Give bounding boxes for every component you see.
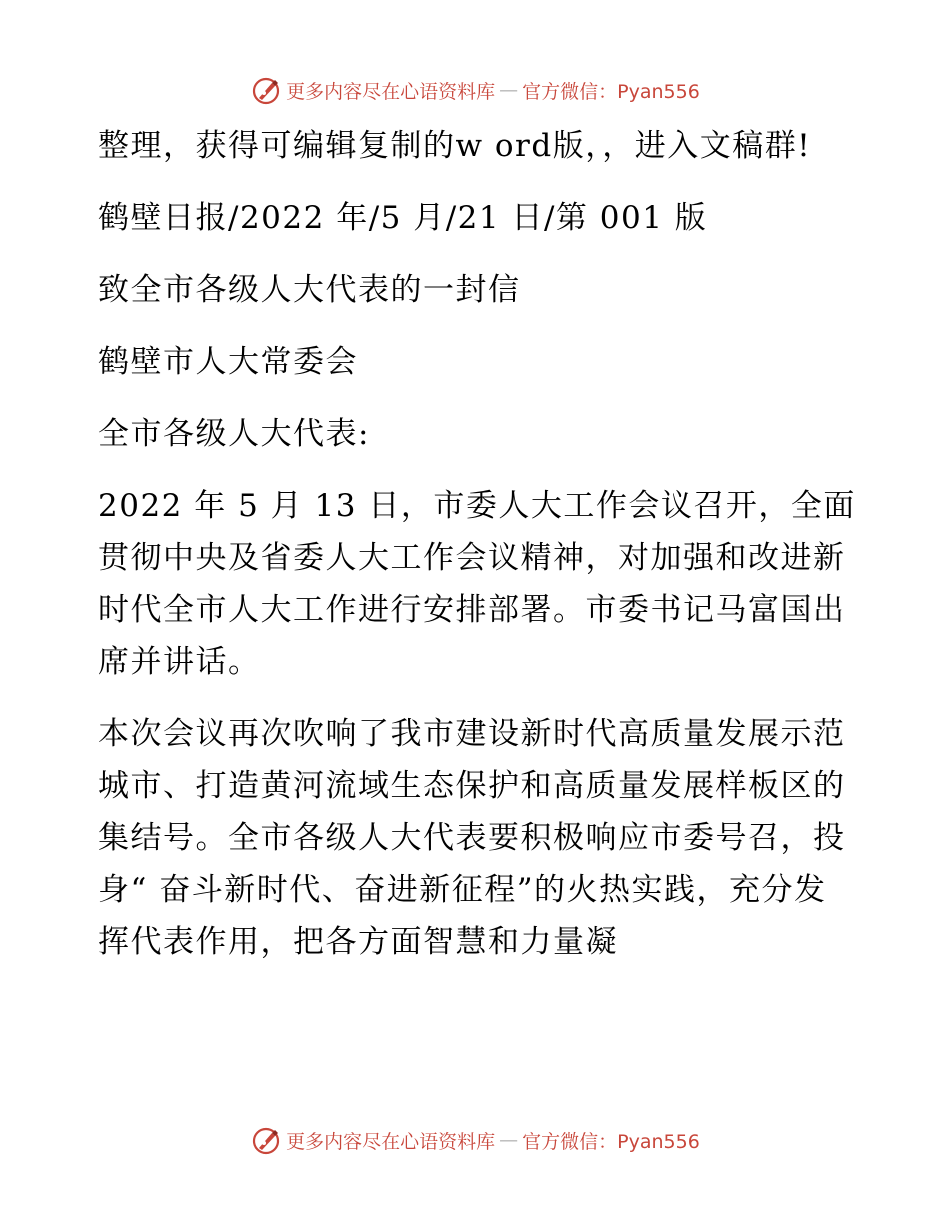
banner-text: 更多内容尽在心语资料库 (286, 80, 496, 103)
header-banner-content (250, 74, 700, 106)
paragraph-source: 鹤壁日报/2022 年/5 月/21 日/第 001 版 (98, 200, 708, 236)
footer-banner-content (250, 1124, 700, 1156)
footer-banner (0, 1120, 950, 1160)
banner-contact: 官方微信：Pyan556 (522, 80, 700, 103)
banner-text: 更多内容尽在心语资料库 (286, 1130, 496, 1153)
pen-logo-icon (250, 1124, 282, 1156)
banner-dash: — (499, 1129, 519, 1151)
paragraph-body-2: 本次会议再次吹响了我市建设新时代高质量发展示范城市、打造黄河流域生态保护和高质量发展样板区的集结号。全市各级人大代表要积极响应市委号召，投身“ 奋斗新时代、奋进新征程”的火热实践，充分发挥代表作用，把各方面智慧和力量凝 (98, 716, 846, 960)
paragraph-author: 鹤壁市人大常委会 (98, 344, 358, 380)
banner-contact: 官方微信：Pyan556 (522, 1130, 700, 1153)
paragraph-body-1: 2022 年 5 月 13 日，市委人大工作会议召开，全面贯彻中央及省委人大工作会议精神，对加强和改进新时代全市人大工作进行安排部署。市委书记马富国出席并讲话。 (98, 488, 856, 680)
banner-dash: — (499, 79, 519, 101)
paragraph-intro: 整理，获得可编辑复制的w ord版，，进入文稿群! (98, 128, 812, 164)
header-banner (0, 70, 950, 110)
document-body (98, 120, 858, 988)
paragraph-salutation: 全市各级人大代表: (98, 416, 370, 452)
pen-logo-icon (250, 74, 282, 106)
paragraph-title: 致全市各级人大代表的一封信 (98, 272, 521, 308)
